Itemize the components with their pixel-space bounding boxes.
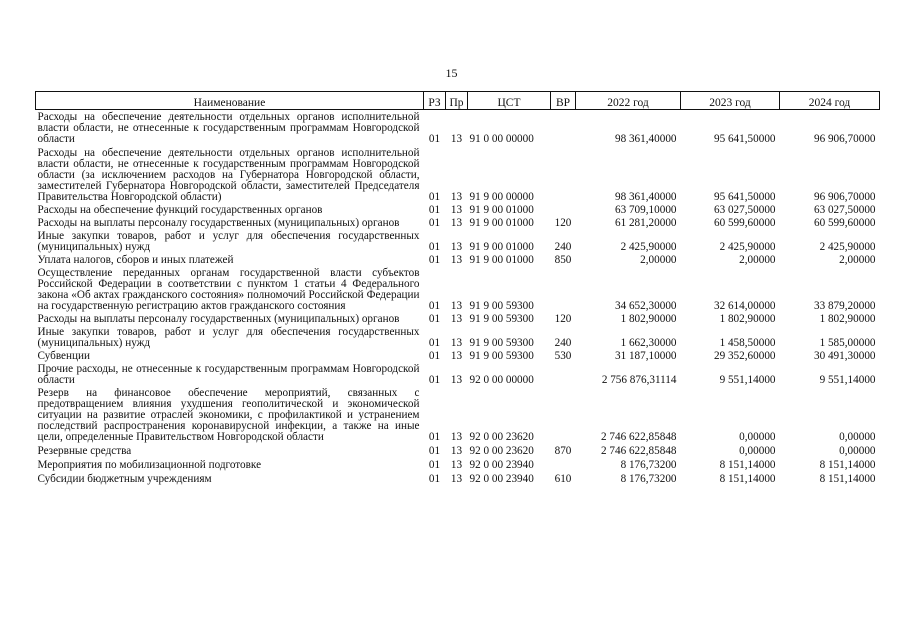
row-pr: 13	[450, 191, 463, 203]
table-row	[36, 325, 880, 349]
row-cst: 91 0 00 00000	[469, 133, 534, 145]
row-name	[36, 325, 424, 349]
row-name-text: Расходы на выплаты персоналу государственных (муниципальных) органов	[37, 217, 400, 229]
row-cst: 92 0 00 23940	[469, 473, 534, 485]
row-vr: 120	[554, 217, 572, 229]
row-2022: 8 176,73200	[620, 459, 677, 471]
row-2022: 63 709,10000	[614, 204, 677, 216]
table-row	[36, 386, 880, 443]
row-name-text: Расходы на обеспечение деятельности отдельных органов исполнительной власти области, не отнесенные к государственным программам Новгородской области	[37, 111, 420, 145]
row-name-text: Уплата налогов, сборов и иных платежей	[37, 254, 234, 266]
row-2024: 96 906,70000	[813, 191, 876, 203]
row-pr: 13	[450, 254, 463, 266]
row-pr: 13	[450, 337, 463, 349]
row-pr: 13	[450, 313, 463, 325]
row-cst: 91 9 00 59300	[469, 300, 534, 312]
row-2024: 9 551,14000	[819, 374, 876, 386]
row-2023: 0,00000	[739, 431, 776, 443]
row-name	[36, 110, 424, 146]
header-rz: РЗ	[424, 92, 446, 110]
row-name	[36, 229, 424, 253]
row-2022: 2 746 622,85848	[600, 445, 677, 457]
row-cst: 91 9 00 00000	[469, 191, 534, 203]
table-row	[36, 471, 880, 485]
table-row	[36, 362, 880, 386]
row-pr: 13	[450, 204, 463, 216]
row-2024: 2,00000	[839, 254, 876, 266]
row-rz: 01	[428, 133, 441, 145]
row-pr: 13	[450, 431, 463, 443]
row-2023: 29 352,60000	[713, 350, 776, 362]
row-name	[36, 443, 424, 457]
row-vr	[551, 362, 576, 386]
row-2023: 9 551,14000	[719, 374, 776, 386]
row-name-text: Расходы на обеспечение деятельности отдельных органов исполнительной власти области, не отнесенные к государственным программам Новгородской области (за исключением расходов на Губернатора Новгородской области, заместителей Губернатора Новгородской области, заместителей Председателя Правительства Новгородской области)	[37, 147, 420, 203]
row-2024: 60 599,60000	[813, 217, 876, 229]
row-2022: 2,00000	[640, 254, 677, 266]
row-name	[36, 349, 424, 362]
row-name-text: Иные закупки товаров, работ и услуг для обеспечения государственных (муниципальных) нужд	[37, 326, 420, 349]
table-row	[36, 203, 880, 216]
header-2023: 2023 год	[681, 92, 780, 110]
row-name-text: Мероприятия по мобилизационной подготовке	[37, 459, 262, 471]
row-cst: 91 9 00 59300	[469, 313, 534, 325]
table-row	[36, 457, 880, 471]
row-pr: 13	[450, 217, 463, 229]
row-2024: 8 151,14000	[819, 459, 876, 471]
table-row	[36, 349, 880, 362]
row-cst: 92 0 00 23940	[469, 459, 534, 471]
budget-table	[35, 91, 880, 485]
table-row	[36, 253, 880, 266]
row-2023: 1 802,90000	[719, 313, 776, 325]
row-name	[36, 203, 424, 216]
row-name-text: Субсидии бюджетным учреждениям	[37, 473, 212, 485]
row-2022: 2 425,90000	[620, 241, 677, 253]
row-vr	[551, 110, 576, 146]
row-2024: 2 425,90000	[819, 241, 876, 253]
row-2023: 8 151,14000	[719, 473, 776, 485]
row-2023: 8 151,14000	[719, 459, 776, 471]
row-name	[36, 145, 424, 203]
row-2022: 1 802,90000	[620, 313, 677, 325]
row-name-text: Расходы на обеспечение функций государственных органов	[37, 204, 323, 216]
row-cst: 91 9 00 59300	[469, 337, 534, 349]
row-vr: 610	[554, 473, 572, 485]
row-name	[36, 386, 424, 443]
row-2023: 1 458,50000	[719, 337, 776, 349]
row-name	[36, 362, 424, 386]
row-cst: 91 9 00 59300	[469, 350, 534, 362]
row-2024: 1 585,00000	[819, 337, 876, 349]
row-2022: 98 361,40000	[614, 133, 677, 145]
row-2022: 61 281,20000	[614, 217, 677, 229]
row-pr: 13	[450, 473, 463, 485]
row-2024: 33 879,20000	[813, 300, 876, 312]
row-2022: 2 746 622,85848	[600, 431, 677, 443]
row-cst: 91 9 00 01000	[469, 254, 534, 266]
row-cst: 91 9 00 01000	[469, 204, 534, 216]
row-vr	[551, 203, 576, 216]
row-2023: 32 614,00000	[713, 300, 776, 312]
row-2024: 0,00000	[839, 431, 876, 443]
row-vr	[551, 457, 576, 471]
row-vr: 240	[554, 337, 572, 349]
header-2024: 2024 год	[780, 92, 880, 110]
table-row	[36, 266, 880, 312]
row-2024: 63 027,50000	[813, 204, 876, 216]
row-name-text: Резерв на финансовое обеспечение мероприятий, связанных с предотвращением влияния ухудшения геополитической и экономической ситуации на развитие отраслей экономики, с профилактикой и устранением последствий распространения коронавирусной инфекции, а также на иные цели, определенные Правительством Новгородской области	[37, 387, 420, 443]
row-cst: 92 0 00 23620	[469, 431, 534, 443]
row-rz: 01	[428, 191, 441, 203]
table-body	[36, 110, 880, 486]
row-rz: 01	[428, 374, 441, 386]
row-pr: 13	[450, 300, 463, 312]
row-cst: 91 9 00 01000	[469, 217, 534, 229]
row-2023: 63 027,50000	[713, 204, 776, 216]
header-2022: 2022 год	[576, 92, 681, 110]
row-2024: 0,00000	[839, 445, 876, 457]
row-name-text: Осуществление переданных органам государственной власти субъектов Российской Федерации в соответствии с пунктом 1 статьи 4 Федерального закона «Об актах гражданского состояния» полномочий Российской Федерации на государственную регистрацию актов гражданского состояния	[37, 267, 420, 312]
row-vr	[551, 386, 576, 443]
table-row	[36, 312, 880, 325]
row-pr: 13	[450, 374, 463, 386]
table-row	[36, 443, 880, 457]
row-name-text: Субвенции	[37, 350, 90, 362]
row-2022: 2 756 876,31114	[601, 374, 677, 386]
row-2023: 2,00000	[739, 254, 776, 266]
row-name	[36, 253, 424, 266]
row-rz: 01	[428, 337, 441, 349]
row-rz: 01	[428, 431, 441, 443]
row-vr: 530	[554, 350, 572, 362]
row-pr: 13	[450, 459, 463, 471]
row-2022: 31 187,10000	[614, 350, 677, 362]
row-name-text: Резервные средства	[37, 445, 132, 457]
row-rz: 01	[428, 217, 441, 229]
row-2023: 60 599,60000	[713, 217, 776, 229]
row-2022: 8 176,73200	[620, 473, 677, 485]
row-2024: 96 906,70000	[813, 133, 876, 145]
table-row	[36, 229, 880, 253]
header-pr: Пр	[446, 92, 468, 110]
row-rz: 01	[428, 459, 441, 471]
row-2024: 30 491,30000	[813, 350, 876, 362]
row-rz: 01	[428, 350, 441, 362]
row-rz: 01	[428, 241, 441, 253]
row-name-text: Расходы на выплаты персоналу государственных (муниципальных) органов	[37, 313, 400, 325]
row-name	[36, 457, 424, 471]
row-name	[36, 216, 424, 229]
row-vr: 120	[554, 313, 572, 325]
row-pr: 13	[450, 445, 463, 457]
row-vr: 850	[554, 254, 572, 266]
row-vr: 240	[554, 241, 572, 253]
header-cst: ЦСТ	[468, 92, 551, 110]
row-2022: 98 361,40000	[614, 191, 677, 203]
row-2024: 1 802,90000	[819, 313, 876, 325]
row-name	[36, 471, 424, 485]
row-vr	[551, 266, 576, 312]
row-rz: 01	[428, 254, 441, 266]
row-vr	[551, 145, 576, 203]
row-rz: 01	[428, 313, 441, 325]
row-rz: 01	[428, 473, 441, 485]
row-2023: 95 641,50000	[713, 133, 776, 145]
row-name-text: Иные закупки товаров, работ и услуг для обеспечения государственных (муниципальных) нужд	[37, 230, 420, 253]
row-2023: 2 425,90000	[719, 241, 776, 253]
header-vr: ВР	[551, 92, 576, 110]
row-pr: 13	[450, 241, 463, 253]
row-pr: 13	[450, 350, 463, 362]
row-name	[36, 312, 424, 325]
row-cst: 92 0 00 23620	[469, 445, 534, 457]
row-pr: 13	[450, 133, 463, 145]
row-rz: 01	[428, 445, 441, 457]
row-2023: 0,00000	[739, 445, 776, 457]
table-row	[36, 145, 880, 203]
table-header	[36, 92, 880, 110]
row-rz: 01	[428, 300, 441, 312]
row-2022: 34 652,30000	[614, 300, 677, 312]
row-2024: 8 151,14000	[819, 473, 876, 485]
row-name-text: Прочие расходы, не отнесенные к государственным программам Новгородской области	[37, 363, 420, 386]
page-number: 15	[445, 66, 458, 80]
row-rz: 01	[428, 204, 441, 216]
table-row	[36, 110, 880, 146]
row-name	[36, 266, 424, 312]
row-2023: 95 641,50000	[713, 191, 776, 203]
row-cst: 92 0 00 00000	[469, 374, 534, 386]
row-2022: 1 662,30000	[620, 337, 677, 349]
table-row	[36, 216, 880, 229]
row-cst: 91 9 00 01000	[469, 241, 534, 253]
header-name: Наименование	[36, 92, 424, 110]
row-vr: 870	[554, 445, 572, 457]
